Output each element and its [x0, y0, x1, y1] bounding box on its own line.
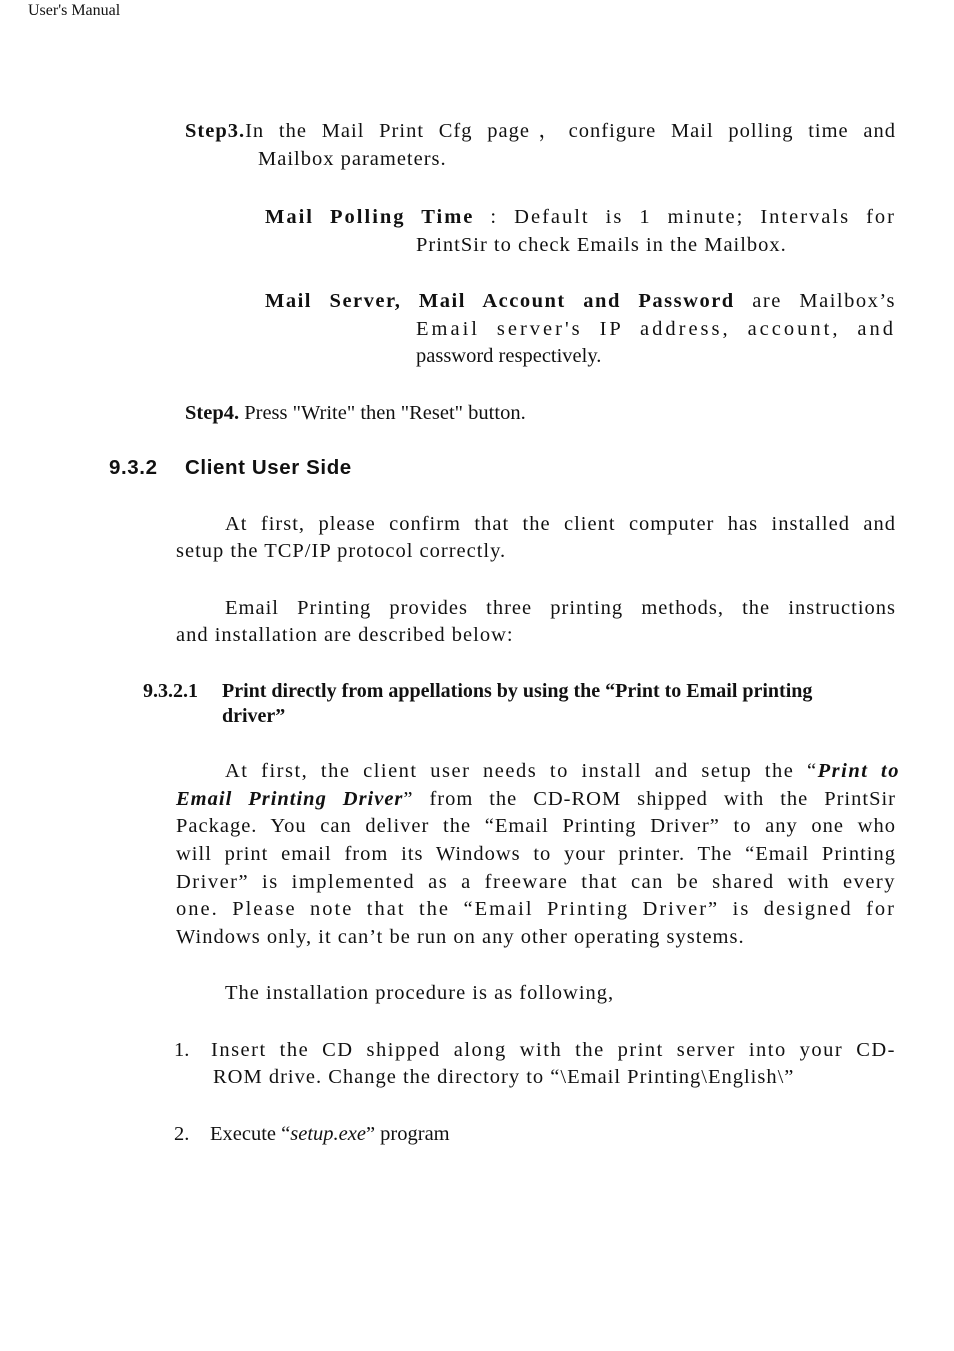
page-header: User's Manual [28, 2, 121, 19]
step3-line1 [185, 118, 896, 146]
para-driver-line6: one. Please note that the “Email Printing Driver” is designed for [176, 898, 896, 920]
para-driver-l2-post: ” from the CD-ROM shipped with the PrintSir [403, 788, 896, 810]
list-item1-line1: Insert the CD shipped along with the print server into your CD- [211, 1039, 896, 1061]
para-methods-line2: and installation are described below: [176, 624, 514, 646]
para-driver-l1-em: Print to [817, 760, 900, 782]
list-item2-pre: Execute “ [210, 1123, 291, 1145]
para-driver-line1 [225, 758, 900, 786]
list-item2-post: ” program [365, 1123, 450, 1145]
para-confirm-line2: setup the TCP/IP protocol correctly. [176, 540, 507, 562]
section-number: 9.3.2 [109, 456, 158, 479]
mail-server-line1 [265, 288, 896, 316]
mail-polling-desc-line1: : Default is 1 minute; Intervals for [474, 206, 897, 228]
step3-label: Step3. [185, 120, 246, 142]
list-item2-line [210, 1121, 450, 1149]
para-driver-line5: Driver” is implemented as a freeware that can be shared with every [176, 871, 896, 893]
step3-text-line1: In the Mail Print Cfg page，configure Mail polling time and [245, 120, 896, 142]
mail-polling-line1 [265, 204, 896, 232]
section-9-3-2-heading [109, 456, 352, 480]
section-9-3-2-1-number: 9.3.2.1 [143, 680, 198, 702]
para-driver-l2-em: Email Printing Driver [176, 788, 404, 810]
para-driver-line3: Package. You can deliver the “Email Printing Driver” to any one who [176, 815, 896, 837]
mail-polling-term: Mail Polling Time [265, 206, 475, 228]
mail-server-desc-line3: password respectively. [416, 345, 602, 367]
list-item1-line2: ROM drive. Change the directory to “\Email Printing\English\” [213, 1066, 795, 1088]
mail-server-desc-line1: are Mailbox’s [734, 290, 897, 312]
mail-server-term: Mail Server, Mail Account and Password [265, 290, 735, 312]
step4-label: Step4. [185, 402, 240, 424]
para-driver-line2 [176, 786, 896, 814]
step3-text-line2: Mailbox parameters. [258, 148, 447, 170]
step4-text: Press "Write" then "Reset" button. [239, 402, 526, 424]
para-methods-line1: Email Printing provides three printing methods, the instructions [225, 597, 896, 619]
step4-line [185, 400, 526, 428]
para-confirm-line1: At first, please confirm that the client computer has installed and [225, 513, 896, 535]
mail-polling-desc-line2: PrintSir to check Emails in the Mailbox. [416, 234, 787, 256]
list-item2-number: 2. [174, 1123, 190, 1145]
section-title: Client User Side [185, 456, 352, 479]
para-driver-line7: Windows only, it can’t be run on any other operating systems. [176, 926, 745, 948]
section-9-3-2-1-title-line2: driver” [222, 705, 286, 727]
list-item2-em: setup.exe [290, 1123, 366, 1145]
section-9-3-2-1-title-line1: Print directly from appellations by using the “Print to Email printing [222, 680, 813, 702]
list-item1-number: 1. [174, 1039, 190, 1061]
para-driver-line4: will print email from its Windows to your printer. The “Email Printing [176, 843, 896, 865]
mail-server-desc-line2: Email server's IP address, account, and [416, 318, 896, 340]
para-procedure: The installation procedure is as following, [225, 982, 615, 1004]
para-driver-l1-pre: At first, the client user needs to install and setup the “ [225, 760, 818, 782]
